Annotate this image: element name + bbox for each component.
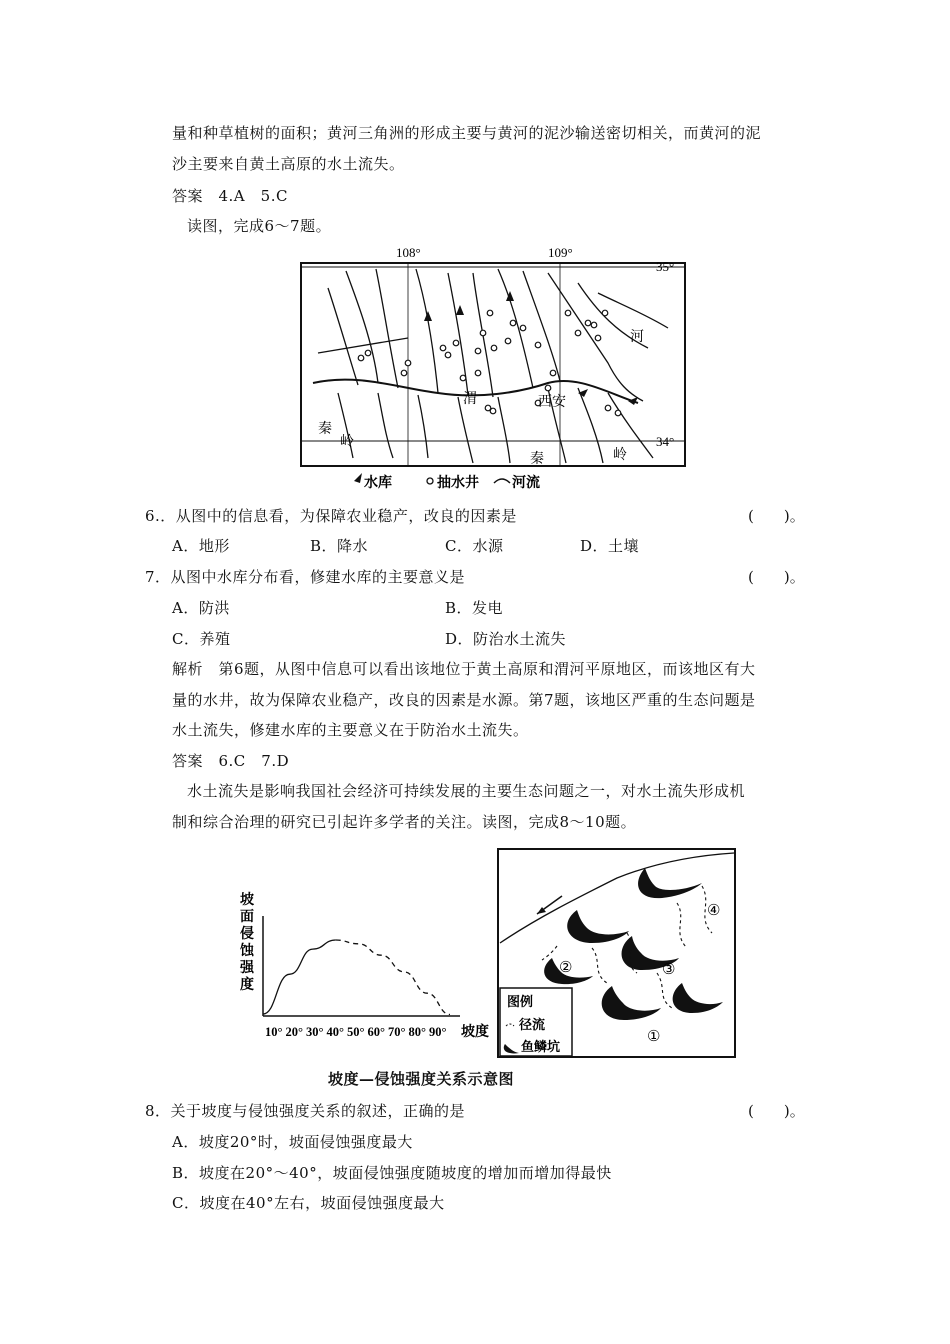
question-8: 8．关于坡度与侵蚀强度关系的叙述，正确的是 <box>145 1102 466 1120</box>
question-7: 7．从图中水库分布看，修建水库的主要意义是 <box>145 568 466 586</box>
label-wei: 渭 <box>463 391 477 407</box>
x-tick-label: 60° <box>367 1025 385 1039</box>
q8-option-b: B．坡度在20°～40°，坡面侵蚀强度随坡度的增加而增加得最快 <box>172 1164 612 1182</box>
well-icons <box>358 310 621 416</box>
x-tick-label: 90° <box>429 1025 447 1039</box>
map-figure <box>298 243 688 493</box>
series-line-solid <box>263 940 336 1014</box>
label-qin-2: 秦 <box>530 451 544 467</box>
answer-blank-7: ( )。 <box>748 568 805 586</box>
legend-title: 图例 <box>507 995 534 1010</box>
lon-label-109: 109° <box>548 245 573 260</box>
label-ling-2: 岭 <box>613 447 627 463</box>
question-6: 6.．从图中的信息看，为保障农业稳产，改良的因素是 <box>145 507 517 525</box>
label-qin-1: 秦 <box>318 421 332 437</box>
q6-option-a: A．地形 <box>172 537 230 555</box>
x-tick-label: 50° <box>347 1025 365 1039</box>
legend-pit: 鱼鳞坑 <box>521 1040 561 1055</box>
legend-well: 抽水井 <box>437 475 479 491</box>
x-tick-label: 30° <box>306 1025 324 1039</box>
answer-blank-8: ( )。 <box>748 1102 805 1120</box>
paragraph-line: 水土流失是影响我国社会经济可持续发展的主要生态问题之一，对水土流失形成机 <box>187 782 746 800</box>
chart-xlabel: 坡度 <box>461 1024 489 1040</box>
x-tick-label: 80° <box>408 1025 426 1039</box>
answer-6-7: 答案 6.C 7.D <box>172 752 290 770</box>
marker-2: ② <box>559 958 573 976</box>
label-he: 河 <box>630 329 644 345</box>
q6-option-b: B．降水 <box>310 537 369 555</box>
lat-label-34: 34° <box>656 434 675 449</box>
answer-blank-6: ( )。 <box>748 507 805 525</box>
x-tick-label: 20° <box>285 1025 303 1039</box>
legend-runoff: 径流 <box>519 1018 546 1033</box>
x-tick-label: 70° <box>388 1025 406 1039</box>
answer-4-5: 答案 4.A 5.C <box>172 187 288 205</box>
legend-river: 河流 <box>512 475 540 491</box>
q8-option-c: C．坡度在40°左右，坡面侵蚀强度最大 <box>172 1194 445 1212</box>
marker-4: ④ <box>707 901 721 919</box>
series-line-dashed <box>336 940 450 1014</box>
q7-option-d: D．防治水土流失 <box>445 630 567 648</box>
scale-pit-figure <box>497 848 737 1060</box>
lon-label-108: 108° <box>396 245 421 260</box>
q6-option-c: C．水源 <box>445 537 504 555</box>
legend-reservoir: 水库 <box>364 475 392 491</box>
intro-6-7: 读图，完成6～7题。 <box>187 217 332 235</box>
q7-option-b: B．发电 <box>445 599 504 617</box>
y-axis-label-char: 蚀 <box>240 943 254 959</box>
marker-3: ③ <box>662 960 676 978</box>
marker-1: ① <box>647 1027 661 1045</box>
slope-erosion-chart <box>230 888 495 1048</box>
y-axis-label-char: 强 <box>240 960 254 976</box>
lat-label-35: 35° <box>656 259 675 274</box>
chart-caption: 坡度—侵蚀强度关系示意图 <box>328 1070 515 1088</box>
x-tick-label: 10° <box>265 1025 283 1039</box>
y-axis-label-char: 侵 <box>240 926 254 942</box>
q7-option-c: C．养殖 <box>172 630 231 648</box>
analysis-line: 解析 第6题，从图中信息可以看出该地位于黄土高原和渭河平原地区，而该地区有大 <box>172 660 756 678</box>
q7-option-a: A．防洪 <box>172 599 230 617</box>
y-axis-label-char: 坡 <box>240 892 254 908</box>
label-ling-1: 岭 <box>340 434 354 450</box>
q8-option-a: A．坡度20°时，坡面侵蚀强度最大 <box>172 1133 413 1151</box>
text-line: 量和种草植树的面积；黄河三角洲的形成主要与黄河的泥沙输送密切相关，而黄河的泥 <box>172 124 762 142</box>
analysis-line: 量的水井，故为保障农业稳产，改良的因素是水源。第7题，该地区严重的生态问题是 <box>172 691 756 709</box>
y-axis-label-char: 面 <box>240 909 254 925</box>
label-xian: 西安 <box>538 394 566 410</box>
chart-ylabel <box>239 892 255 993</box>
analysis-line: 水土流失，修建水库的主要意义在于防治水土流失。 <box>172 721 529 739</box>
y-axis-label-char: 度 <box>240 977 254 993</box>
tributaries <box>318 269 668 463</box>
q6-option-d: D．土壤 <box>580 537 640 555</box>
x-tick-label: 40° <box>326 1025 344 1039</box>
paragraph-line: 制和综合治理的研究已引起许多学者的关注。读图，完成8～10题。 <box>172 813 637 831</box>
text-line: 沙主要来自黄土高原的水土流失。 <box>172 155 405 173</box>
